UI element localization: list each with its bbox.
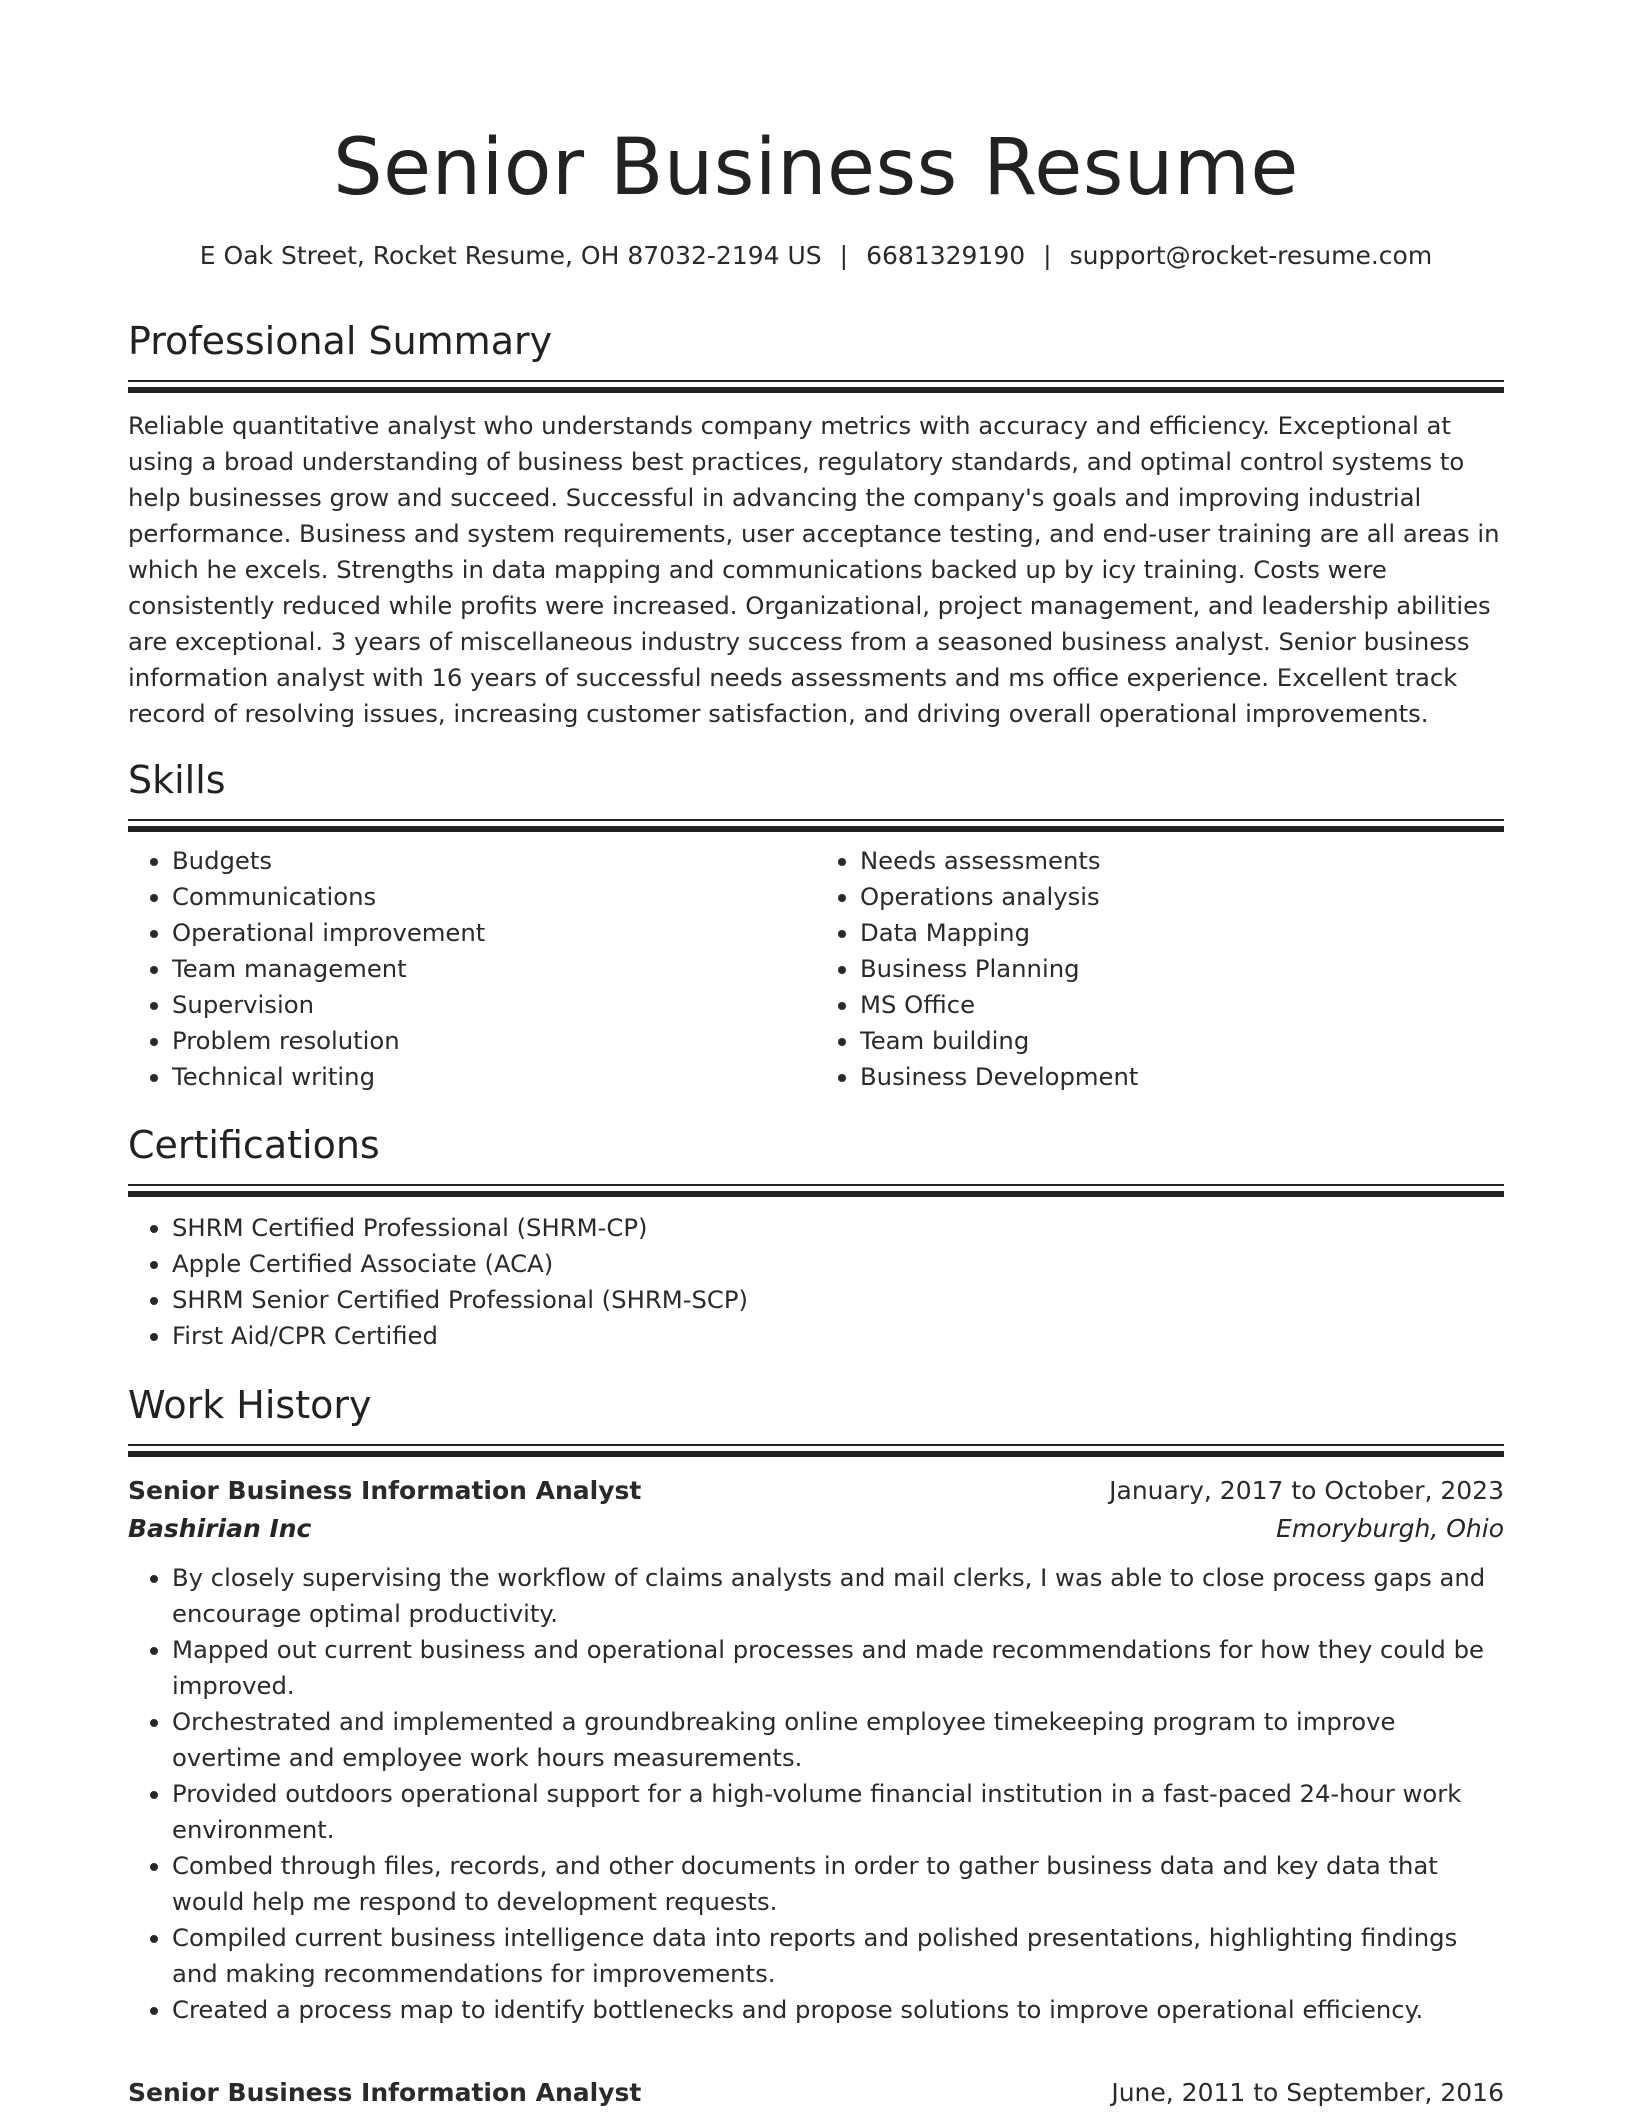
skill-item: • Needs assessments	[860, 843, 1504, 879]
summary-text: Reliable quantitative analyst who understands company metrics with accuracy and efficiency. Exceptional at using a broad understanding of business best practices, regulatory standards, and optimal control systems to help businesses grow and succeed. Successful in advancing the company's goals and improving industrial performance. Business and system requirements, user acceptance testing, and end-user training are all areas in which he excels. Strengths in data mapping and communications backed up by icy training. Costs were consistently reduced while profits were increased. Organizational, project management, and leadership abilities are exceptional. 3 years of miscellaneous industry success from a seasoned business analyst. Senior business information analyst with 16 years of successful needs assessments and ms office experience. Excellent track record of resolving issues, increasing customer satisfaction, and driving overall operational improvements.	[128, 411, 1500, 728]
skill-item: • Communications	[172, 879, 816, 915]
job-dates: January, 2017 to October, 2023	[1109, 1476, 1504, 1505]
duty-item: • Orchestrated and implemented a groundbreaking online employee timekeeping program to improve overtime and employee work hours measurements.	[172, 1704, 1504, 1776]
contact-line	[128, 238, 1504, 274]
contact-separator: |	[839, 241, 849, 270]
skills-grid	[128, 843, 1504, 1095]
duty-item: • Provided outdoors operational support for a high-volume financial institution in a fast-paced 24-hour work environment.	[172, 1776, 1504, 1848]
job-entry	[128, 1472, 1504, 2028]
email: support@rocket-resume.com	[1069, 241, 1433, 270]
work-history-heading: Work History	[128, 1383, 372, 1427]
section-divider	[128, 380, 1504, 394]
certifications-list	[128, 1210, 1504, 1354]
job-location: Emoryburgh, Ohio	[1276, 1514, 1504, 1543]
skill-item: • Data Mapping	[860, 915, 1504, 951]
skill-item: • Budgets	[172, 843, 816, 879]
certification-item: • SHRM Senior Certified Professional (SHRM-SCP)	[172, 1282, 1504, 1318]
certifications-heading: Certifications	[128, 1123, 380, 1167]
phone: 6681329190	[866, 241, 1026, 270]
duty-item: • By closely supervising the workflow of claims analysts and mail clerks, I was able to close process gaps and encourage optimal productivity.	[172, 1560, 1504, 1632]
job-subheader	[128, 1510, 1504, 1548]
certification-item: • SHRM Certified Professional (SHRM-CP)	[172, 1210, 1504, 1246]
skill-item: • Business Development	[860, 1059, 1504, 1095]
job-title: Senior Business Information Analyst	[128, 1476, 642, 1505]
skill-item: • Technical writing	[172, 1059, 816, 1095]
work-history-section	[128, 1380, 1504, 2028]
job-header	[128, 1472, 1504, 1510]
address: E Oak Street, Rocket Resume, OH 87032-2194 US	[199, 241, 822, 270]
section-divider	[128, 1444, 1504, 1458]
certifications-section	[128, 1120, 1504, 1354]
skill-item: • Problem resolution	[172, 1023, 816, 1059]
skill-item: • Team management	[172, 951, 816, 987]
certification-item: • First Aid/CPR Certified	[172, 1318, 1504, 1354]
job-dates: June, 2011 to September, 2016	[1111, 2078, 1504, 2107]
skill-item: • Supervision	[172, 987, 816, 1023]
page-title: Senior Business Resume	[333, 123, 1299, 213]
skill-item: • MS Office	[860, 987, 1504, 1023]
job-title: Senior Business Information Analyst	[128, 2078, 642, 2107]
job-company: Bashirian Inc	[128, 1514, 312, 1543]
skills-section	[128, 755, 1504, 1095]
summary-section	[128, 316, 1504, 732]
skills-list-right	[816, 843, 1504, 1095]
skill-item: • Team building	[860, 1023, 1504, 1059]
contact-separator: |	[1043, 241, 1052, 270]
job-duties-list	[128, 1560, 1504, 2028]
job-entry-2-header	[128, 2074, 1504, 2112]
duty-item: • Mapped out current business and operational processes and made recommendations for how they could be improved.	[172, 1632, 1504, 1704]
skill-item: • Operations analysis	[860, 879, 1504, 915]
skill-item: • Operational improvement	[172, 915, 816, 951]
duty-item: • Combed through files, records, and other documents in order to gather business data and key data that would help me respond to development requests.	[172, 1848, 1504, 1920]
duty-item: • Created a process map to identify bottlenecks and propose solutions to improve operational efficiency.	[172, 1992, 1504, 2028]
section-divider	[128, 1184, 1504, 1198]
summary-heading: Professional Summary	[128, 319, 553, 363]
section-divider	[128, 819, 1504, 833]
skill-item: • Business Planning	[860, 951, 1504, 987]
skills-heading: Skills	[128, 758, 226, 802]
duty-item: • Compiled current business intelligence data into reports and polished presentations, highlighting findings and making recommendations for improvements.	[172, 1920, 1504, 1992]
certification-item: • Apple Certified Associate (ACA)	[172, 1246, 1504, 1282]
skills-list-left	[128, 843, 816, 1095]
